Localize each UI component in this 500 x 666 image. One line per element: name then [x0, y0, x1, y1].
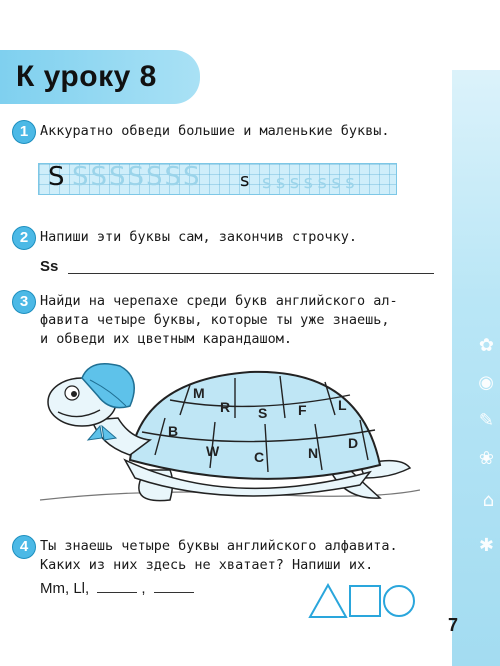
task-1-text: Аккуратно обведи большие и маленькие буквы. — [40, 123, 390, 139]
toy-icon: ✿ — [478, 335, 494, 356]
shell-letter: M — [193, 385, 205, 401]
flower-icon: ❀ — [478, 448, 494, 469]
shell-letter: D — [348, 435, 359, 451]
trace-small-letters[interactable]: sssssss — [262, 172, 360, 193]
shell-letter: W — [206, 443, 220, 459]
task-4-text: Ты знаешь четыре буквы английского алфавита. Каких из них здесь не хватает? Напиши их. — [40, 538, 398, 573]
model-small-s: s — [240, 170, 250, 191]
shell-letter: L — [338, 397, 347, 413]
task-4-number: 4 — [12, 535, 36, 559]
turtle-illustration — [30, 360, 420, 510]
ball-icon: ◉ — [478, 372, 494, 393]
answer-blank-2[interactable] — [154, 592, 194, 593]
shapes-icon — [308, 583, 418, 619]
task-2-text: Напиши эти буквы сам, закончив строчку. — [40, 229, 357, 245]
decorative-sidebar — [452, 0, 500, 666]
house-icon: ⌂ — [482, 490, 494, 511]
trace-capital-letters[interactable]: SSSSSSS — [72, 162, 202, 192]
star-icon: ✱ — [478, 535, 494, 556]
shell-letter: S — [258, 405, 268, 421]
shell-letter: N — [308, 445, 319, 461]
shell-letter: C — [254, 449, 265, 465]
model-capital-s: S — [48, 162, 65, 192]
answer-row — [40, 580, 198, 597]
task-3-number: 3 — [12, 290, 36, 314]
page-number: 7 — [448, 615, 459, 635]
shell-letter: F — [298, 402, 307, 418]
page-title: К уроку 8 — [16, 60, 157, 93]
write-line[interactable] — [68, 273, 434, 274]
known-letters: Mm, Ll, — [40, 580, 90, 597]
shell-letter: B — [168, 423, 179, 439]
answer-separator: , — [141, 580, 146, 597]
task-3-text: Найди на черепахе среди букв английского ал- фавита четыре буквы, которые ты уже знаешь, и обведи их цветным карандашом. — [40, 293, 398, 347]
shell-letter: R — [220, 399, 231, 415]
task-2-number: 2 — [12, 226, 36, 250]
answer-blank-1[interactable] — [97, 592, 137, 593]
write-line-label: Ss — [40, 258, 59, 275]
car-icon: ✎ — [478, 410, 494, 431]
task-1-number: 1 — [12, 120, 36, 144]
